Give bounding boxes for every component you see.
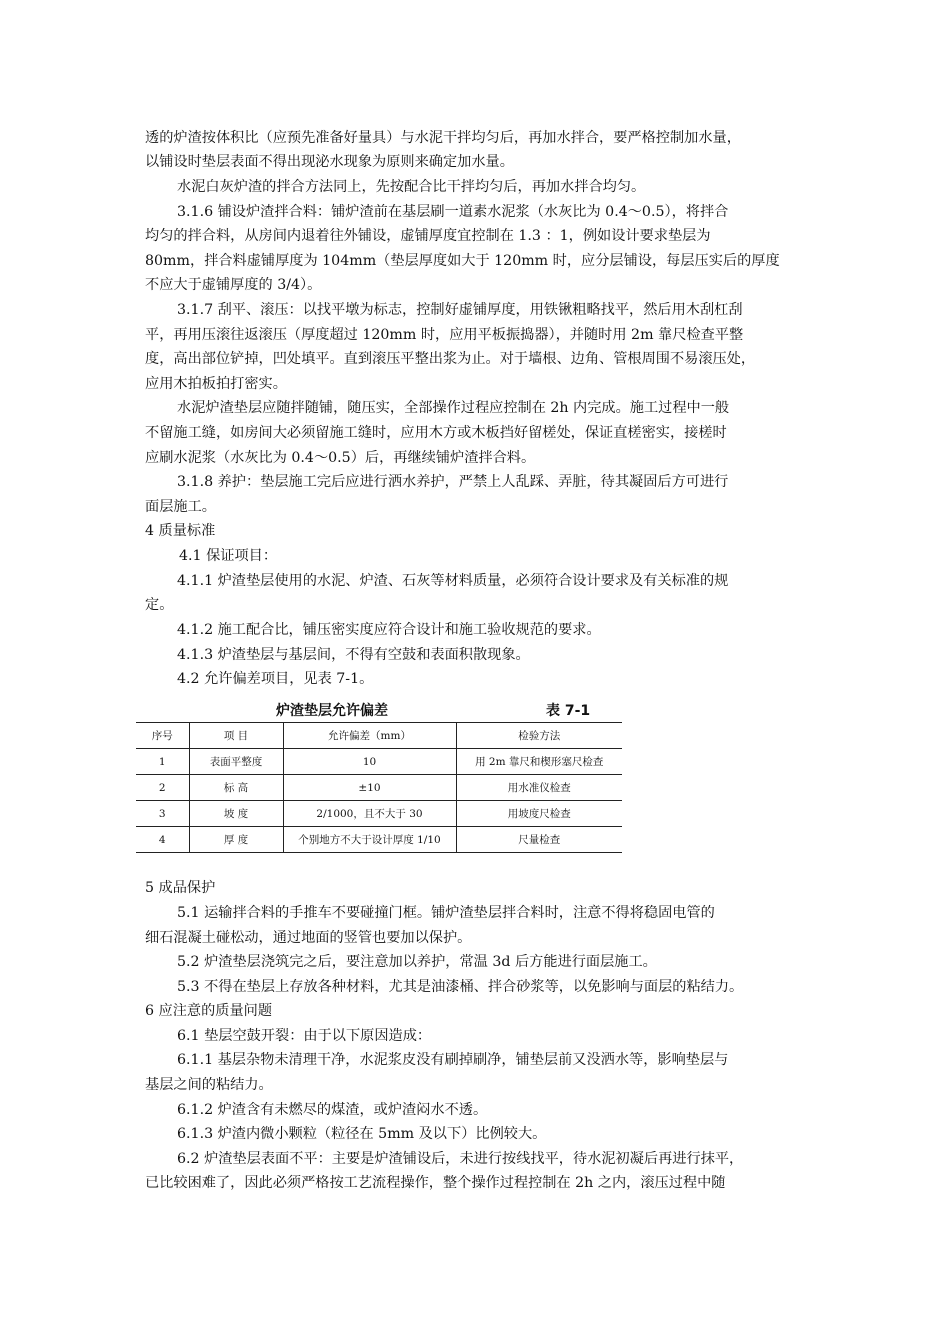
text-line: 4.1.3 炉渣垫层与基层间，不得有空鼓和表面积散现象。	[177, 647, 530, 663]
text-line: 6.1.3 炉渣内微小颗粒（粒径在 5mm 及以下）比例较大。	[177, 1126, 547, 1142]
text-line: 定。	[145, 597, 174, 613]
table-number: 表 7-1	[546, 703, 591, 719]
table-cell: 2/1000，且不大于 30	[283, 801, 456, 827]
text-line: 应用木拍板拍打密实。	[145, 376, 287, 392]
text-line: 度，高出部位铲掉，凹处填平。直到滚压平整出浆为止。对于墙根、边角、管根周围不易滚压处，	[145, 351, 756, 367]
section-heading: 4 质量标准	[145, 523, 216, 539]
table-cell: 坡 度	[189, 801, 283, 827]
text-line: 4.1.2 施工配合比，铺压密实度应符合设计和施工验收规范的要求。	[177, 622, 601, 638]
table-cell: 2	[136, 775, 189, 801]
text-line: 应刷水泥浆（水灰比为 0.4～0.5）后，再继续铺炉渣拌合料。	[145, 450, 536, 466]
column-header: 序号	[136, 723, 189, 749]
text-line: 细石混凝土碰松动，通过地面的竖管也要加以保护。	[145, 930, 472, 946]
text-line: 4.2 允许偏差项目，见表 7-1。	[177, 671, 374, 687]
table-cell: 3	[136, 801, 189, 827]
table-cell: ±10	[283, 775, 456, 801]
table-cell: 10	[283, 749, 456, 775]
table-row	[136, 775, 622, 801]
text-line: 6.2 炉渣垫层表面不平：主要是炉渣铺设后，未进行按线找平，待水泥初凝后再进行抹平，	[177, 1151, 744, 1167]
table-cell: 用水准仪检查	[456, 775, 622, 801]
table-cell: 厚 度	[189, 827, 283, 853]
table-row	[136, 801, 622, 827]
text-line: 4.1 保证项目：	[179, 548, 278, 564]
table-cell: 用 2m 靠尺和楔形塞尺检查	[456, 749, 622, 775]
text-line: 5.3 不得在垫层上存放各种材料，尤其是油漆桶、拌合砂浆等，以免影响与面层的粘结力。	[177, 979, 744, 995]
text-line: 透的炉渣按体积比（应预先准备好量具）与水泥干拌均匀后，再加水拌合，要严格控制加水量，	[145, 130, 741, 146]
table-cell: 标 高	[189, 775, 283, 801]
text-line: 水泥炉渣垫层应随拌随铺，随压实，全部操作过程应控制在 2h 内完成。施工过程中一般	[177, 400, 730, 416]
text-line: 不留施工缝，如房间大必须留施工缝时，应用木方或木板挡好留槎处，保证直槎密实，接槎时	[145, 425, 727, 441]
table-cell: 个别地方不大于设计厚度 1/10	[283, 827, 456, 853]
text-line: 面层施工。	[145, 499, 216, 515]
table-cell: 表面平整度	[189, 749, 283, 775]
table-row	[136, 749, 622, 775]
table-cell: 4	[136, 827, 189, 853]
table-title: 炉渣垫层允许偏差	[276, 703, 388, 719]
text-line: 80mm，拌合料虚铺厚度为 104mm（垫层厚度如大于 120mm 时，应分层铺设，每层压实后的厚度	[145, 253, 780, 269]
table-cell: 用坡度尺检查	[456, 801, 622, 827]
text-line: 以铺设时垫层表面不得出现泌水现象为原则来确定加水量。	[145, 154, 514, 170]
text-line: 均匀的拌合料，从房间内退着往外铺设，虚铺厚度宜控制在 1.3 ：1，例如设计要求垫层为	[145, 228, 711, 244]
text-line: 水泥白灰炉渣的拌合方法同上，先按配合比干拌均匀后，再加水拌合均匀。	[177, 179, 646, 195]
text-line: 5.2 炉渣垫层浇筑完之后，要注意加以养护，常温 3d 后方能进行面层施工。	[177, 954, 657, 970]
text-line: 6.1.1 基层杂物未清理干净，水泥浆皮没有刷掉刷净，铺垫层前又没洒水等，影响垫层与	[177, 1052, 729, 1068]
text-line: 3.1.6 铺设炉渣拌合料：铺炉渣前在基层刷一道素水泥浆（水灰比为 0.4～0.5），将拌合	[177, 204, 729, 220]
text-line: 6.1 垫层空鼓开裂：由于以下原因造成：	[177, 1028, 432, 1044]
table-header-row	[136, 723, 622, 749]
column-header: 检验方法	[456, 723, 622, 749]
text-line: 5.1 运输拌合料的手推车不要碰撞门框。铺炉渣垫层拌合料时，注意不得将稳固电管的	[177, 905, 715, 921]
text-line: 3.1.8 养护：垫层施工完后应进行洒水养护，严禁上人乱踩、弄脏，待其凝固后方可进行	[177, 474, 729, 490]
column-header: 项 目	[189, 723, 283, 749]
text-line: 不应大于虚铺厚度的 3/4）。	[145, 277, 322, 293]
text-line: 已比较困难了，因此必须严格按工艺流程操作，整个操作过程控制在 2h 之内，滚压过程中随	[145, 1175, 726, 1191]
text-line: 平，再用压滚往返滚压（厚度超过 120mm 时，应用平板振捣器），并随时用 2m 靠尺检查平整	[145, 327, 744, 343]
section-heading: 5 成品保护	[145, 880, 216, 896]
section-heading: 6 应注意的质量问题	[145, 1003, 273, 1019]
text-line: 基层之间的粘结力。	[145, 1077, 273, 1093]
text-line: 3.1.7 刮平、滚压：以找平墩为标志，控制好虚铺厚度，用铁锹粗略找平，然后用木刮杠刮	[177, 302, 743, 318]
column-header: 允许偏差（mm）	[283, 723, 456, 749]
table-row	[136, 827, 622, 853]
text-line: 4.1.1 炉渣垫层使用的水泥、炉渣、石灰等材料质量，必须符合设计要求及有关标准的规	[177, 573, 729, 589]
table-cell: 1	[136, 749, 189, 775]
text-line: 6.1.2 炉渣含有未燃尽的煤渣，或炉渣闷水不透。	[177, 1102, 488, 1118]
table-cell: 尺量检查	[456, 827, 622, 853]
tolerance-table	[136, 722, 622, 853]
